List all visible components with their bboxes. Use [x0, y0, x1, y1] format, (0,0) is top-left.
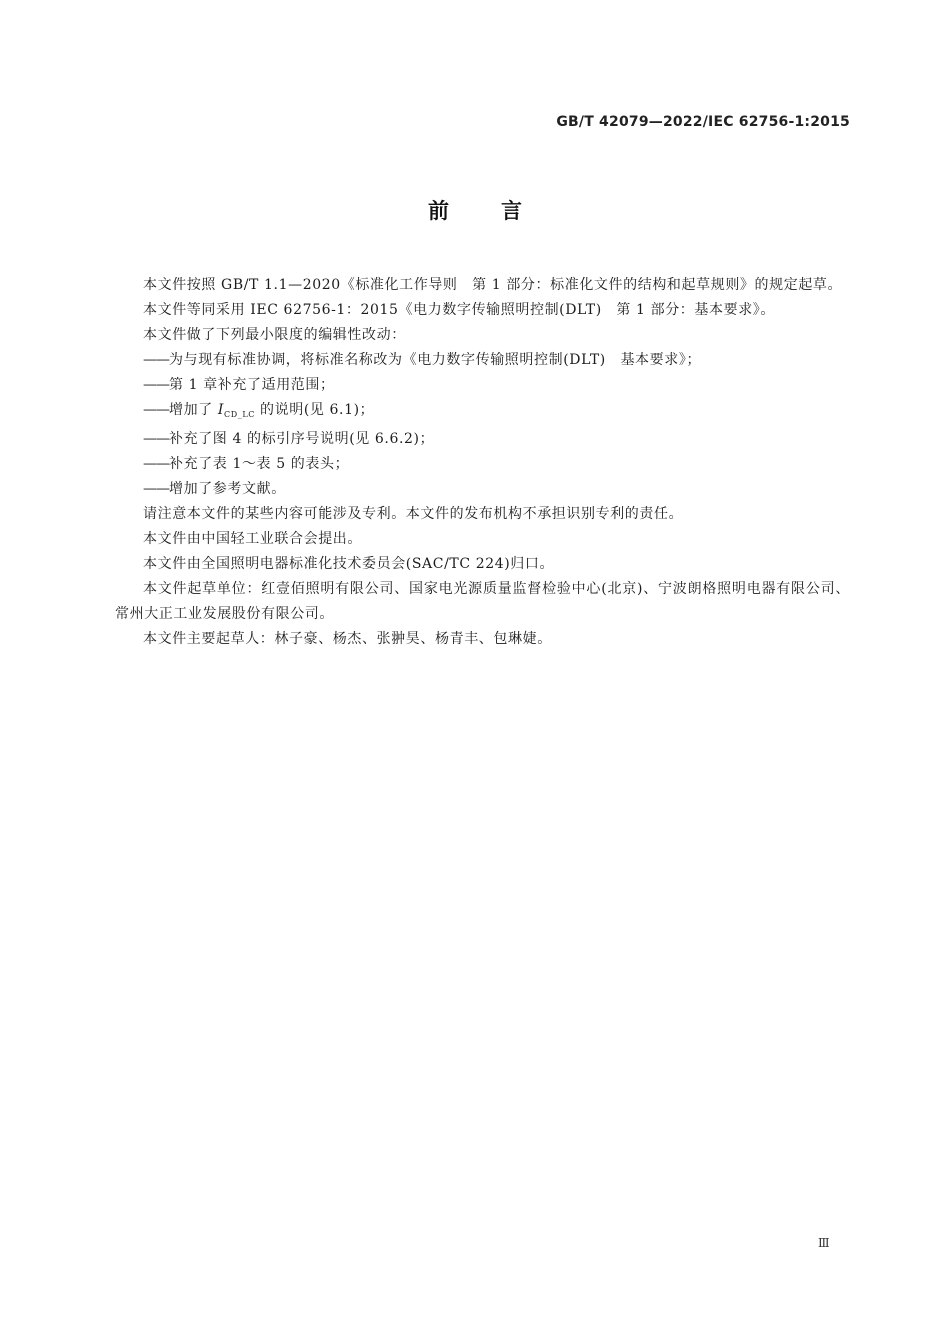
- change-item: [115, 427, 850, 452]
- change-text: 补充了表 1～表 5 的表头；: [169, 456, 350, 472]
- current-symbol-subscript: CD_LC: [224, 410, 255, 419]
- paragraph-drafting-organizations: 本文件起草单位：红壹佰照明有限公司、国家电光源质量监督检验中心(北京)、宁波朗格照明电器有限公司、常州大正工业发展股份有限公司。: [115, 581, 850, 622]
- foreword-body: [115, 273, 850, 652]
- page-title: 前言: [428, 199, 574, 223]
- change-item: [115, 373, 850, 398]
- change-text: 增加了参考文献。: [169, 481, 286, 497]
- dash-marker: ——: [143, 481, 169, 497]
- change-text: 第 1 章补充了适用范围；: [169, 377, 335, 393]
- paragraph-changes-intro: 本文件做了下列最小限度的编辑性改动：: [143, 327, 406, 343]
- change-text: 为与现有标准协调，将标准名称改为《电力数字传输照明控制(DLT) 基本要求》；: [169, 352, 702, 368]
- dash-marker: ——: [143, 456, 169, 472]
- paragraph-proposer: 本文件由中国轻工业联合会提出。: [143, 531, 362, 547]
- paragraph-drafting-rules: 本文件按照 GB/T 1.1—2020《标准化工作导则 第 1 部分：标准化文件的结构和起草规则》的规定起草。: [143, 277, 843, 293]
- dash-marker: ——: [143, 431, 169, 447]
- dash-marker: ——: [143, 377, 169, 393]
- change-item: [115, 452, 850, 477]
- paragraph-technical-committee: 本文件由全国照明电器标准化技术委员会(SAC/TC 224)归口。: [143, 556, 555, 572]
- change-text: 增加了: [169, 402, 218, 418]
- dash-marker: ——: [143, 402, 169, 418]
- page-number: Ⅲ: [818, 1236, 830, 1250]
- change-text: 补充了图 4 的标引序号说明(见 6.6.2)；: [169, 431, 435, 447]
- paragraph-patent-notice: 请注意本文件的某些内容可能涉及专利。本文件的发布机构不承担识别专利的责任。: [143, 506, 684, 522]
- paragraph-adoption: 本文件等同采用 IEC 62756-1：2015《电力数字传输照明控制(DLT) 第 1 部分：基本要求》。: [143, 302, 776, 318]
- current-symbol: I: [217, 402, 224, 418]
- paragraph-drafters: 本文件主要起草人：林子豪、杨杰、张翀昊、杨青丰、包琳婕。: [143, 631, 552, 647]
- change-item: [115, 477, 850, 502]
- change-item: [115, 348, 850, 373]
- standard-number: GB/T 42079—2022/IEC 62756-1:2015: [556, 114, 850, 130]
- change-text: 的说明(见 6.1)；: [254, 402, 375, 418]
- dash-marker: ——: [143, 352, 169, 368]
- change-item: [115, 398, 850, 427]
